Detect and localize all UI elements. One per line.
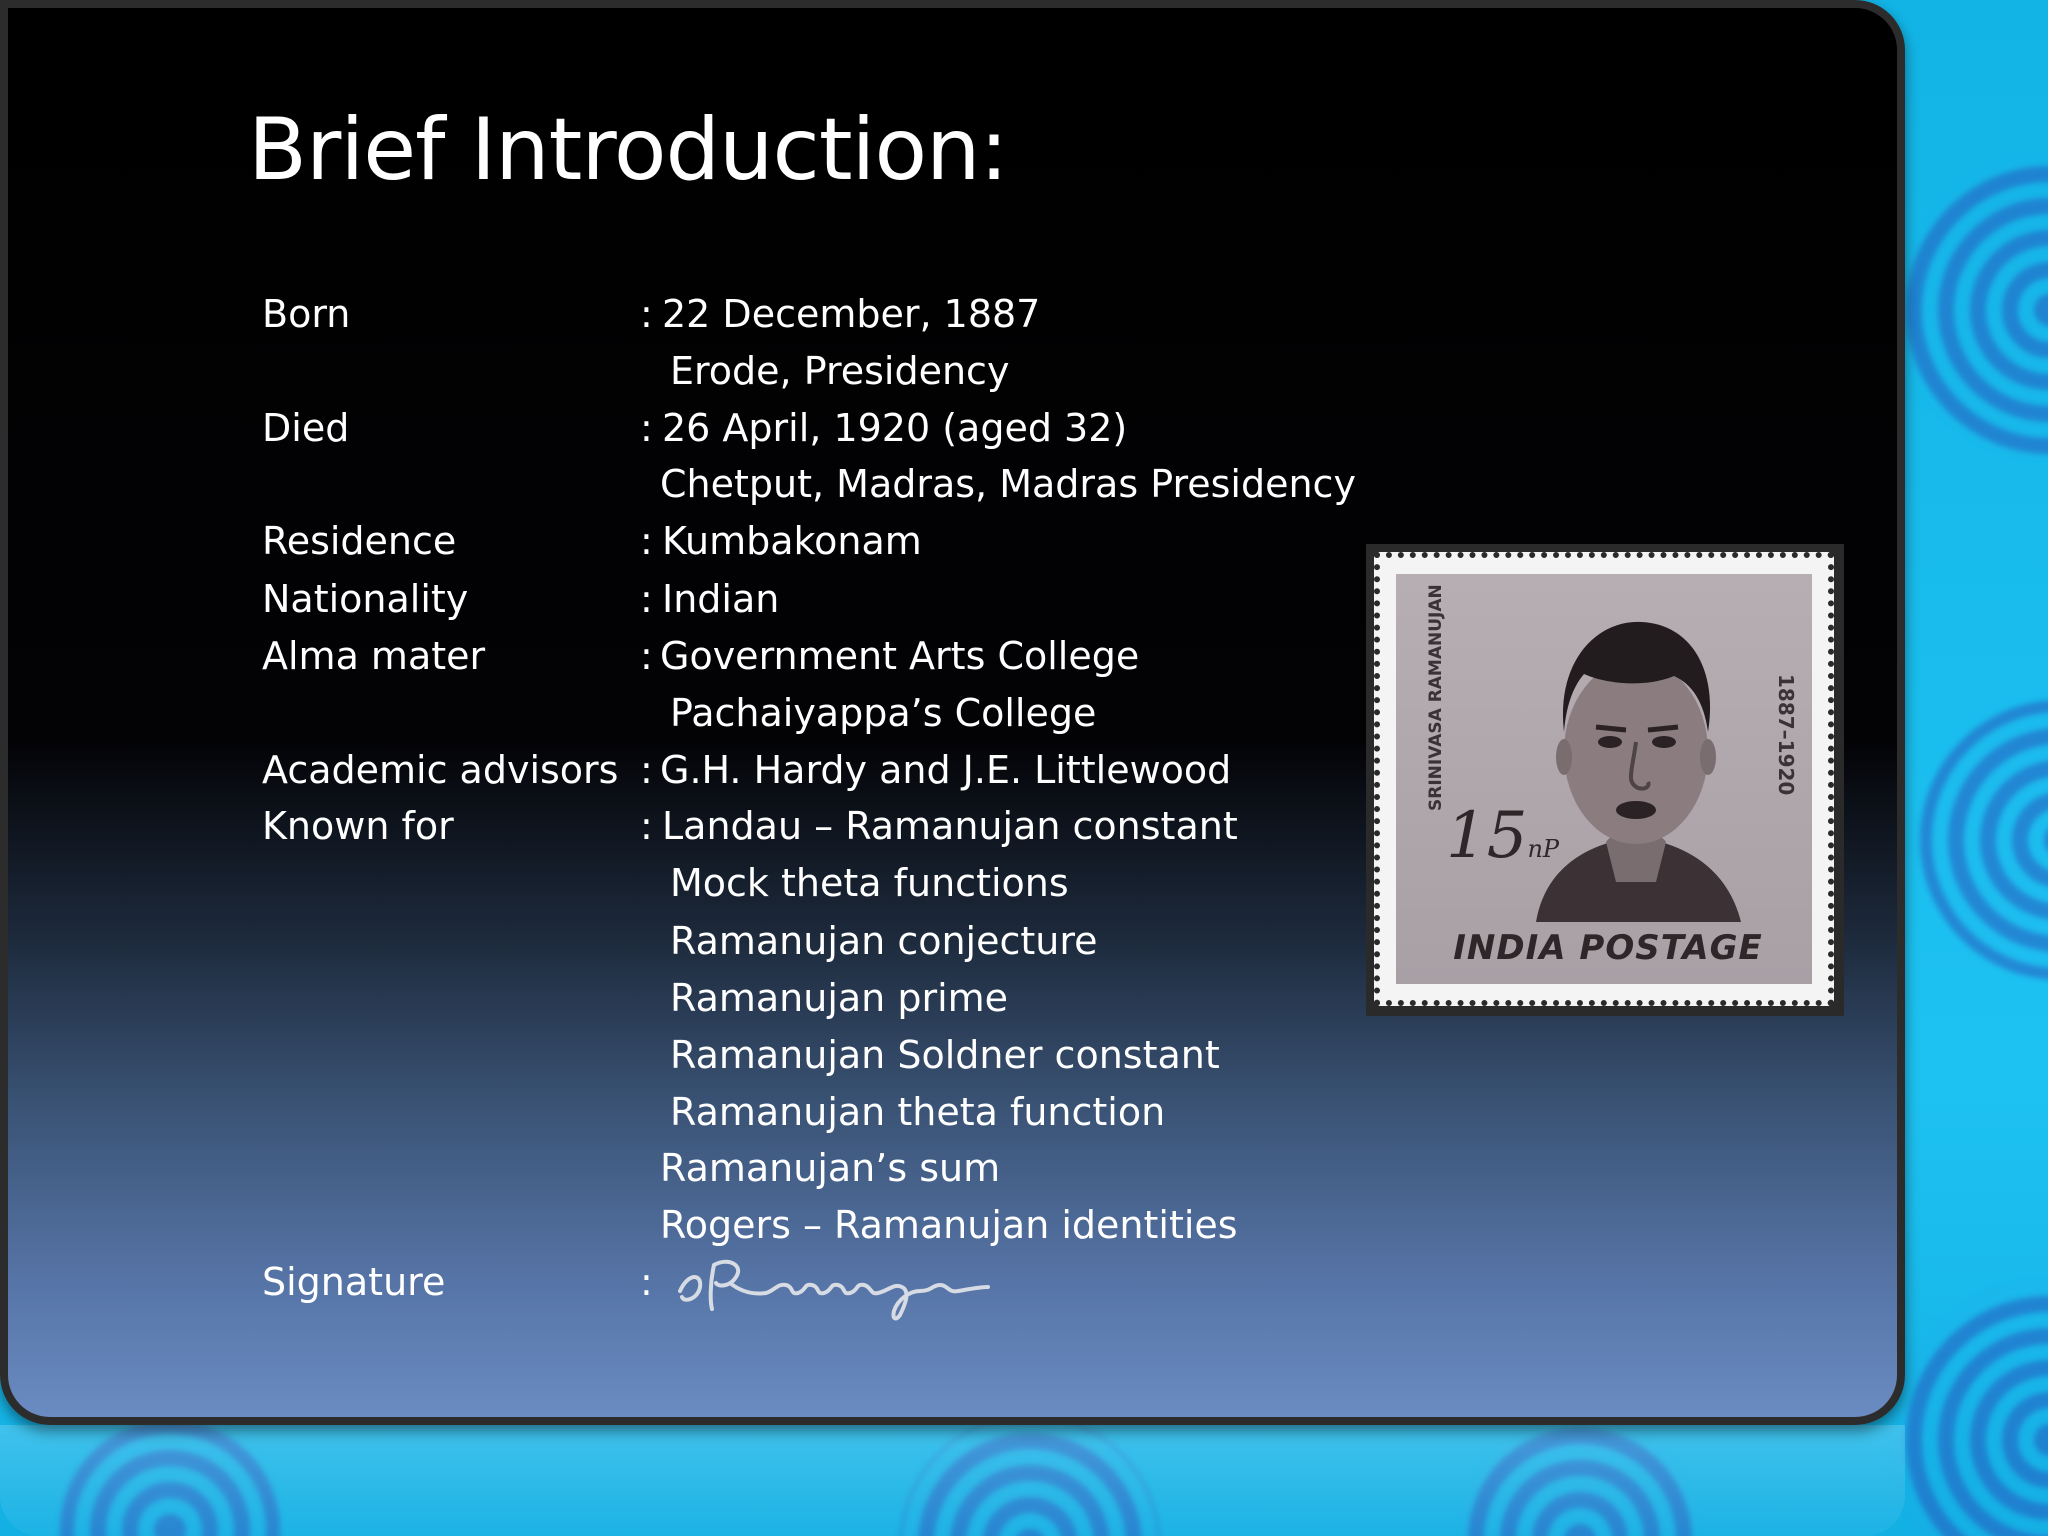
row-colon: : [640,519,653,563]
row-value: Landau – Ramanujan constant [662,804,1238,848]
info-row-continuation [262,1087,1412,1137]
row-colon: : [640,1260,653,1304]
row-label: Born [262,292,351,336]
slide-reflection [0,1425,1905,1536]
row-value: 26 April, 1920 (aged 32) [662,406,1128,450]
info-row-known-for [262,801,1412,851]
info-row-continuation [262,858,1412,908]
row-colon: : [640,577,653,621]
row-value: G.H. Hardy and J.E. Littlewood [660,748,1232,792]
row-value: Mock theta functions [670,861,1069,905]
row-label: Nationality [262,577,469,621]
row-label: Alma mater [262,634,486,678]
row-colon: : [640,406,653,450]
row-value: 22 December, 1887 [662,292,1041,336]
stamp-years: 1887–1920 [1774,674,1798,796]
stamp-value-number: 15 [1446,799,1528,873]
signature-image [670,1243,1070,1323]
info-row-continuation [262,1030,1412,1080]
stamp-face [1396,574,1812,984]
info-row-continuation [262,346,1412,396]
info-row-nationality [262,574,1412,624]
row-value: Ramanujan theta function [670,1090,1166,1134]
postage-stamp-image [1366,544,1844,1016]
row-label: Residence [262,519,457,563]
row-value: Indian [662,577,780,621]
info-row-academic-advisors [262,745,1412,795]
row-value: Ramanujan’s sum [660,1146,1001,1190]
info-row-residence [262,516,1412,566]
row-value: Government Arts College [660,634,1140,678]
info-row-alma-mater [262,631,1412,681]
row-value: Rogers – Ramanujan identities [660,1203,1238,1247]
row-value: Erode, Presidency [670,349,1010,393]
row-colon: : [640,634,653,678]
row-value: Pachaiyappa’s College [670,691,1097,735]
row-value: Ramanujan prime [670,976,1009,1020]
stamp-border [1374,552,1834,1006]
row-label: Died [262,406,350,450]
row-value: Ramanujan Soldner constant [670,1033,1220,1077]
stamp-side-text: SRINIVASA RAMANUJAN [1426,584,1446,811]
stamp-country-text: INDIA POSTAGE [1453,928,1763,968]
row-colon: : [640,804,653,848]
row-value: Ramanujan conjecture [670,919,1098,963]
stamp-value [1446,799,1560,873]
row-colon: : [640,748,653,792]
info-row-continuation [262,688,1412,738]
info-row-signature [262,1257,1412,1307]
row-label: Known for [262,804,454,848]
row-colon: : [640,292,653,336]
portrait-image [1506,592,1766,922]
row-value: Kumbakonam [662,519,922,563]
row-label: Academic advisors [262,748,619,792]
info-row-continuation [262,459,1412,509]
info-row-continuation [262,1143,1412,1193]
info-row-born [262,289,1412,339]
row-value: Chetput, Madras, Madras Presidency [660,462,1356,506]
info-row-died [262,403,1412,453]
slide-title: Brief Introduction: [248,100,1008,200]
info-row-continuation [262,916,1412,966]
stamp-value-unit: nP [1527,835,1560,863]
row-label: Signature [262,1260,446,1304]
info-row-continuation [262,973,1412,1023]
